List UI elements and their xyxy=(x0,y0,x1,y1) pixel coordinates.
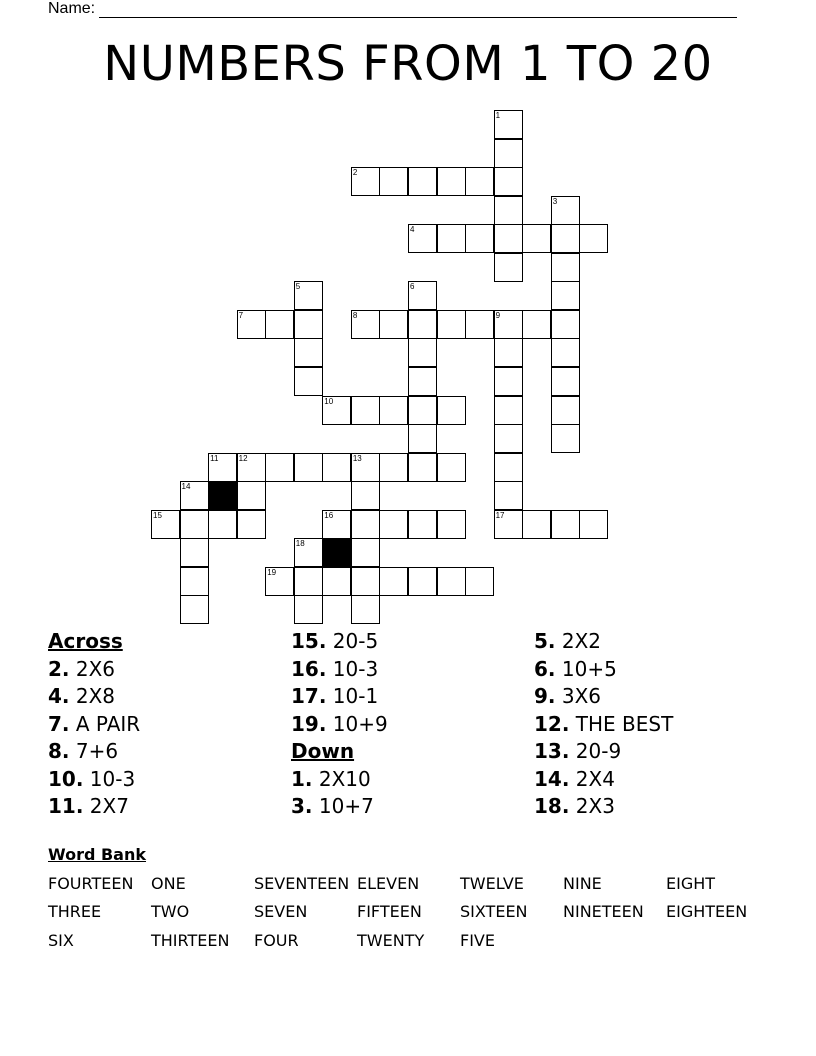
grid-cell[interactable] xyxy=(294,453,323,482)
word-bank-item: FOUR xyxy=(254,931,299,950)
grid-cell[interactable] xyxy=(551,396,580,425)
grid-cell[interactable] xyxy=(551,367,580,396)
grid-cell[interactable] xyxy=(494,253,523,282)
clue-number: 10 xyxy=(324,396,334,406)
clue-item xyxy=(534,793,774,821)
clue-item-number: 4. xyxy=(48,684,70,708)
grid-cell[interactable] xyxy=(294,538,323,567)
clue-item-text: 10-3 xyxy=(83,766,136,791)
clue-item xyxy=(534,683,774,711)
grid-cell[interactable] xyxy=(494,396,523,425)
clue-item xyxy=(534,656,774,684)
clue-item-number: 13. xyxy=(534,739,570,763)
clue-item xyxy=(534,766,774,794)
clue-item-text: 2X10 xyxy=(312,766,371,791)
word-bank-item: FIVE xyxy=(460,931,495,950)
clue-item-number: 2. xyxy=(48,656,70,681)
clue-item xyxy=(48,656,288,684)
clue-item xyxy=(48,766,288,794)
grid-cell[interactable] xyxy=(351,510,380,539)
grid-cell[interactable] xyxy=(237,510,266,539)
grid-cell[interactable] xyxy=(465,567,494,596)
grid-cell[interactable] xyxy=(351,567,380,596)
clue-item-number: 5. xyxy=(534,629,556,653)
grid-cell[interactable] xyxy=(408,424,437,453)
clue-item-text: 2X6 xyxy=(69,656,116,681)
clue-number: 11 xyxy=(210,453,219,463)
grid-cell[interactable] xyxy=(351,481,380,510)
grid-cell[interactable] xyxy=(408,453,437,482)
grid-cell[interactable] xyxy=(494,367,523,396)
grid-cell[interactable] xyxy=(522,310,551,339)
word-bank-item: EIGHTEEN xyxy=(666,902,748,921)
grid-cell[interactable] xyxy=(551,196,580,225)
grid-cell[interactable] xyxy=(437,396,466,425)
clue-item-number: 9. xyxy=(534,684,556,708)
clue-heading: Across xyxy=(48,629,123,653)
grid-cell[interactable] xyxy=(294,567,323,596)
clue-item-number: 10. xyxy=(48,766,84,791)
grid-cell[interactable] xyxy=(351,310,380,339)
clue-item xyxy=(48,683,288,711)
grid-cell[interactable] xyxy=(322,453,351,482)
grid-cell[interactable] xyxy=(408,567,437,596)
clue-number: 4 xyxy=(409,225,415,235)
grid-cell[interactable] xyxy=(379,167,408,196)
grid-cell[interactable] xyxy=(180,567,209,596)
grid-cell[interactable] xyxy=(180,481,209,510)
grid-cell[interactable] xyxy=(265,567,294,596)
clue-item-number: 18. xyxy=(534,794,570,818)
clue-item-number: 14. xyxy=(534,766,570,791)
grid-cell[interactable] xyxy=(408,338,437,367)
clue-item-text: 2X7 xyxy=(83,794,129,818)
grid-cell[interactable] xyxy=(180,510,209,539)
word-bank-item: NINETEEN xyxy=(563,902,644,921)
grid-cell[interactable] xyxy=(494,167,523,196)
grid-cell[interactable] xyxy=(465,224,494,253)
name-label: Name: xyxy=(48,0,96,17)
grid-cell[interactable] xyxy=(265,453,294,482)
grid-cell[interactable] xyxy=(465,167,494,196)
grid-cell[interactable] xyxy=(494,453,523,482)
word-bank-item: SEVENTEEN xyxy=(254,874,350,893)
clue-item-text: 2X2 xyxy=(555,629,602,653)
grid-block-cell xyxy=(208,481,237,510)
word-bank-item: TWO xyxy=(151,902,190,921)
word-bank-item: FIFTEEN xyxy=(357,902,422,921)
grid-cell[interactable] xyxy=(294,338,323,367)
clue-number: 3 xyxy=(552,196,558,206)
clue-item-number: 7. xyxy=(48,711,70,736)
grid-cell[interactable] xyxy=(379,310,408,339)
clue-item-text: 2X3 xyxy=(569,794,615,818)
clue-number: 1 xyxy=(495,111,501,120)
word-bank-title: Word Bank xyxy=(48,845,147,864)
word-bank-item: ELEVEN xyxy=(357,874,420,893)
grid-cell[interactable] xyxy=(208,453,237,482)
grid-cell[interactable] xyxy=(522,224,551,253)
clue-item-number: 15. xyxy=(291,629,327,653)
grid-cell[interactable] xyxy=(322,567,351,596)
grid-cell[interactable] xyxy=(437,453,466,482)
clue-item-number: 17. xyxy=(291,684,327,708)
clue-item-text: 7+6 xyxy=(69,739,119,763)
clue-item-text: THE BEST xyxy=(569,711,674,736)
grid-cell[interactable] xyxy=(437,567,466,596)
clue-item-number: 19. xyxy=(291,711,327,736)
grid-cell[interactable] xyxy=(494,224,523,253)
word-bank-item: NINE xyxy=(563,874,602,893)
grid-cell[interactable] xyxy=(151,510,180,539)
clue-item-text: A PAIR xyxy=(69,711,141,736)
word-bank-item: ONE xyxy=(151,874,186,893)
clue-number: 6 xyxy=(409,282,415,292)
grid-cell[interactable] xyxy=(265,310,294,339)
grid-cell[interactable] xyxy=(437,224,466,253)
grid-cell[interactable] xyxy=(579,224,608,253)
clue-number: 15 xyxy=(153,510,162,520)
clue-item-number: 12. xyxy=(534,711,570,736)
word-bank-item: EIGHT xyxy=(666,874,716,893)
grid-cell[interactable] xyxy=(351,396,380,425)
clue-item-text: 10-1 xyxy=(326,684,379,708)
grid-cell[interactable] xyxy=(437,510,466,539)
grid-cell[interactable] xyxy=(465,310,494,339)
clue-item xyxy=(291,711,531,739)
grid-cell[interactable] xyxy=(551,281,580,310)
grid-cell[interactable] xyxy=(351,167,380,196)
clues-column-1 xyxy=(48,628,288,821)
clue-number: 7 xyxy=(238,310,244,320)
grid-cell[interactable] xyxy=(522,510,551,539)
grid-cell[interactable] xyxy=(294,281,323,310)
clue-heading: Down xyxy=(291,739,355,763)
grid-cell[interactable] xyxy=(494,196,523,225)
clue-item-text: 10+5 xyxy=(555,656,617,681)
grid-block-cell xyxy=(322,538,351,567)
grid-cell[interactable] xyxy=(408,167,437,196)
grid-cell[interactable] xyxy=(379,396,408,425)
grid-cell[interactable] xyxy=(437,167,466,196)
clue-number: 16 xyxy=(324,510,334,520)
clue-item xyxy=(534,628,774,656)
clue-item-number: 6. xyxy=(534,656,556,681)
clue-item-text: 10+7 xyxy=(312,794,374,818)
grid-cell[interactable] xyxy=(237,310,266,339)
clue-item xyxy=(291,628,531,656)
clue-item xyxy=(291,793,531,821)
clue-item xyxy=(534,738,774,766)
clue-item-text: 10-3 xyxy=(326,656,379,681)
clue-item xyxy=(48,711,288,739)
clue-item xyxy=(534,711,774,739)
clue-number: 14 xyxy=(181,482,191,492)
grid-cell[interactable] xyxy=(437,310,466,339)
clues-column-3 xyxy=(534,628,774,821)
grid-cell[interactable] xyxy=(551,310,580,339)
clue-number: 5 xyxy=(295,282,301,292)
word-bank-item: THIRTEEN xyxy=(151,931,230,950)
clue-item xyxy=(291,766,531,794)
grid-cell[interactable] xyxy=(180,595,209,624)
grid-cell[interactable] xyxy=(351,595,380,624)
grid-cell[interactable] xyxy=(237,481,266,510)
grid-cell[interactable] xyxy=(551,224,580,253)
clue-item-text: 2X4 xyxy=(569,766,615,791)
word-bank-item: TWENTY xyxy=(357,931,425,950)
grid-cell[interactable] xyxy=(351,538,380,567)
grid-cell[interactable] xyxy=(237,453,266,482)
grid-cell[interactable] xyxy=(579,510,608,539)
grid-cell[interactable] xyxy=(408,396,437,425)
grid-cell[interactable] xyxy=(494,338,523,367)
grid-cell[interactable] xyxy=(408,367,437,396)
grid-cell[interactable] xyxy=(294,367,323,396)
clue-item-number: 16. xyxy=(291,656,327,681)
grid-cell[interactable] xyxy=(294,310,323,339)
clue-item-text: 2X8 xyxy=(69,684,116,708)
clue-number: 18 xyxy=(295,539,305,549)
grid-cell[interactable] xyxy=(494,110,523,139)
grid-cell[interactable] xyxy=(322,510,351,539)
grid-cell[interactable] xyxy=(551,338,580,367)
clue-item-number: 11. xyxy=(48,794,84,818)
word-bank-item: TWELVE xyxy=(460,874,524,893)
clue-item-text: 10+9 xyxy=(326,711,388,736)
grid-cell[interactable] xyxy=(379,510,408,539)
word-bank-item: SIX xyxy=(48,931,74,950)
grid-cell[interactable] xyxy=(408,310,437,339)
clue-item xyxy=(48,738,288,766)
clue-number: 8 xyxy=(352,310,358,320)
grid-cell[interactable] xyxy=(180,538,209,567)
clue-number: 9 xyxy=(495,310,501,320)
clue-number: 17 xyxy=(495,510,505,520)
grid-cell[interactable] xyxy=(294,595,323,624)
grid-cell[interactable] xyxy=(551,424,580,453)
word-bank-item: SIXTEEN xyxy=(460,902,528,921)
clue-item-text: 20-5 xyxy=(326,629,379,653)
word-bank-item: THREE xyxy=(48,902,102,921)
grid-cell[interactable] xyxy=(379,567,408,596)
word-bank-item: FOURTEEN xyxy=(48,874,134,893)
grid-cell[interactable] xyxy=(494,510,523,539)
page-title: NUMBERS FROM 1 TO 20 xyxy=(103,36,713,92)
grid-cell[interactable] xyxy=(322,396,351,425)
word-bank-item: SEVEN xyxy=(254,902,308,921)
clue-item-number: 3. xyxy=(291,794,313,818)
clue-number: 12 xyxy=(238,453,248,463)
grid-cell[interactable] xyxy=(208,510,237,539)
clues-column-2 xyxy=(291,628,531,821)
grid-cell[interactable] xyxy=(551,510,580,539)
clue-item-number: 1. xyxy=(291,766,313,791)
clue-number: 19 xyxy=(267,567,277,577)
grid-cell[interactable] xyxy=(351,453,380,482)
clue-item xyxy=(291,656,531,684)
grid-cell[interactable] xyxy=(379,453,408,482)
clue-item-number: 8. xyxy=(48,739,70,763)
grid-cell[interactable] xyxy=(408,281,437,310)
grid-cell[interactable] xyxy=(551,253,580,282)
clue-item xyxy=(291,683,531,711)
grid-cell[interactable] xyxy=(494,424,523,453)
grid-cell[interactable] xyxy=(494,481,523,510)
grid-cell[interactable] xyxy=(494,310,523,339)
clue-number: 13 xyxy=(352,453,362,463)
clue-item-text: 20-9 xyxy=(569,739,622,763)
grid-cell[interactable] xyxy=(408,510,437,539)
clue-item xyxy=(48,793,288,821)
grid-cell[interactable] xyxy=(494,139,523,168)
clue-item-text: 3X6 xyxy=(555,684,602,708)
clue-number: 2 xyxy=(352,168,358,178)
grid-cell[interactable] xyxy=(408,224,437,253)
